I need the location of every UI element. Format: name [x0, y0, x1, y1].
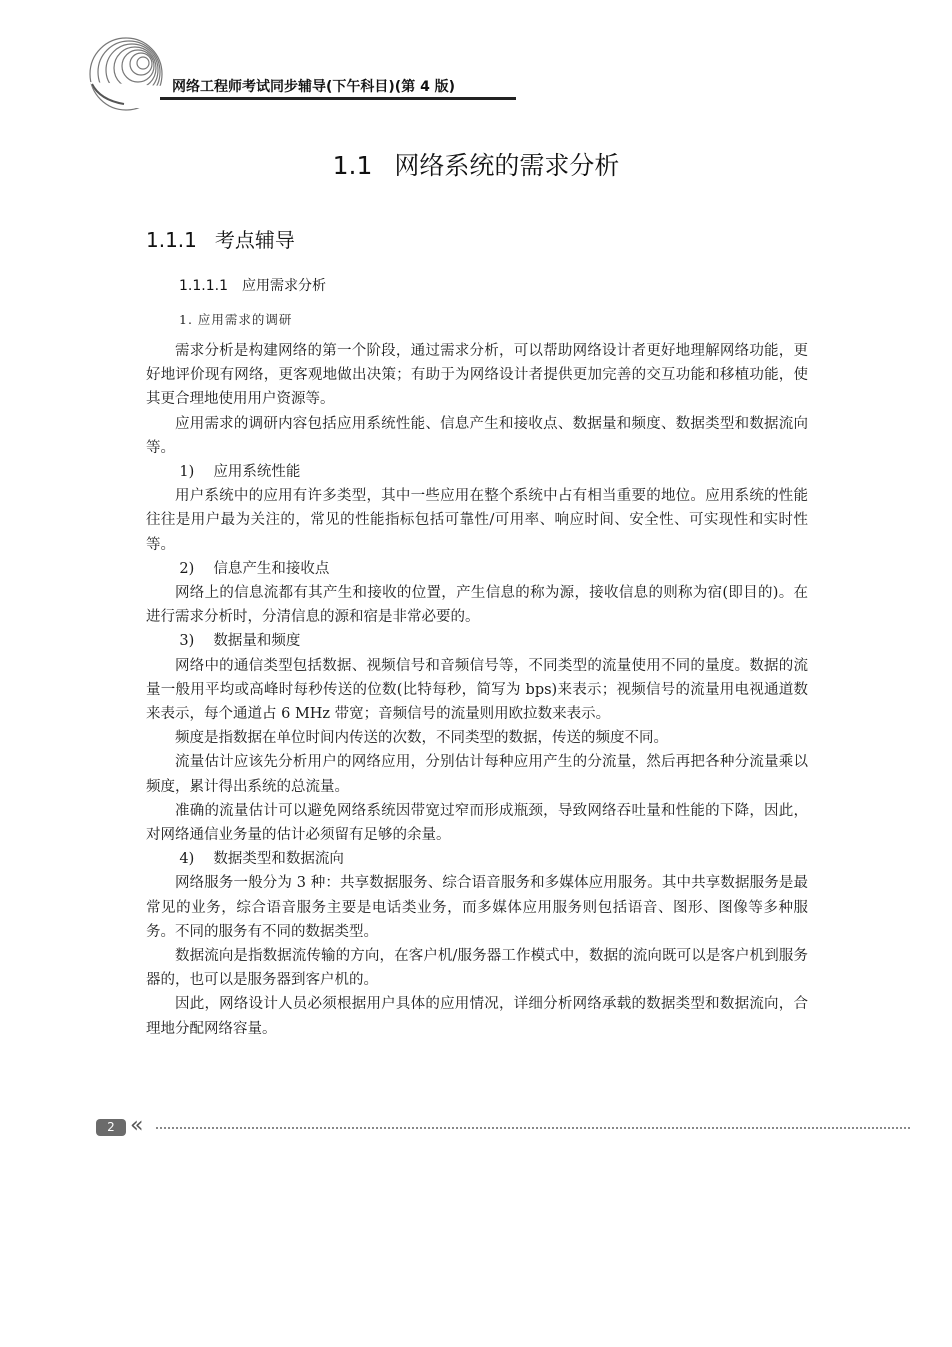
list-item-text: 数据类型和数据流向: [213, 851, 344, 868]
paragraph: 数据流向是指数据流传输的方向，在客户机/服务器工作模式中，数据的流向既可以是客户机到服务器的，也可以是服务器到客户机的。: [146, 948, 808, 989]
list-item-number: 2): [179, 560, 195, 577]
section-number: 1.1: [332, 151, 373, 180]
list-item-text: 信息产生和接收点: [213, 560, 330, 577]
paragraph: 网络中的通信类型包括数据、视频信号和音频信号等，不同类型的流量使用不同的量度。数据的流量一般用平均或高峰时每秒传送的位数(比特每秒，简写为 bps)来表示；视频信号的流量用电视通道数来表示，每个通道占 6 MHz 带宽；音频信号的流量则用欧拉数来表示。: [146, 657, 808, 723]
subsection-heading: [146, 224, 295, 253]
list-item-number: 3): [179, 633, 195, 650]
subsection-title: 考点辅导: [214, 228, 295, 252]
subsubsection-number: 1.1.1.1: [179, 278, 228, 294]
list-item: [146, 629, 808, 653]
paragraph: 频度是指数据在单位时间内传送的次数，不同类型的数据，传送的频度不同。: [175, 730, 668, 747]
subsection-number: 1.1.1: [146, 228, 197, 252]
header-rule: [160, 97, 516, 100]
chevron-left-icon: «: [130, 1113, 144, 1138]
list-item: [146, 460, 808, 484]
body-text: [146, 339, 808, 1041]
list-item: [146, 847, 808, 871]
page-number-badge: 2: [96, 1119, 126, 1136]
subsubsection-title: 应用需求分析: [241, 278, 326, 294]
paragraph: 应用需求的调研内容包括应用系统性能、信息产生和接收点、数据量和频度、数据类型和数据流向等。: [146, 415, 808, 456]
list-item: [146, 557, 808, 581]
paragraph: 流量估计应该先分析用户的网络应用，分别估计每种应用产生的分流量，然后再把各种分流量乘以频度，累计得出系统的总流量。: [146, 754, 808, 795]
paragraph: 网络服务一般分为 3 种：共享数据服务、综合语音服务和多媒体应用服务。其中共享数据服务是最常见的业务，综合语音服务主要是电话类业务，而多媒体应用服务则包括语音、图形、图像等多种服务。不同的服务有不同的数据类型。: [146, 875, 808, 940]
paragraph: 需求分析是构建网络的第一个阶段，通过需求分析，可以帮助网络设计者更好地理解网络功能，更好地评价现有网络，更客观地做出决策；有助于为网络设计者提供更加完善的交互功能和移植功能，使其更合理地使用用户资源等。: [146, 343, 808, 408]
header-title: 网络工程师考试同步辅导(下午科目)(第 4 版): [172, 79, 456, 95]
list-item-text: 数据量和频度: [213, 633, 301, 650]
paragraph: 准确的流量估计可以避免网络系统因带宽过窄而形成瓶颈，导致网络吞吐量和性能的下降，因此，对网络通信业务量的估计必须留有足够的余量。: [146, 802, 808, 844]
header-circles-logo: [86, 34, 176, 114]
section-heading: [0, 146, 952, 182]
heading-level-4: 1. 应用需求的调研: [179, 312, 293, 327]
footer-dotted-rule: [156, 1127, 910, 1129]
list-item-text: 应用系统性能: [213, 464, 301, 481]
list-item-number: 1): [179, 464, 195, 481]
list-item-number: 4): [179, 851, 195, 868]
paragraph: 因此，网络设计人员必须根据用户具体的应用情况，详细分析网络承载的数据类型和数据流向，合理地分配网络容量。: [146, 996, 808, 1037]
paragraph: 用户系统中的应用有许多类型，其中一些应用在整个系统中占有相当重要的地位。应用系统的性能往往是用户最为关注的，常见的性能指标包括可靠性/可用率、响应时间、安全性、可实现性和实时性等。: [146, 488, 808, 553]
subsubsection-heading: [179, 275, 326, 295]
section-title: 网络系统的需求分析: [394, 151, 620, 180]
paragraph: 网络上的信息流都有其产生和接收的位置，产生信息的称为源，接收信息的则称为宿(即目的)。在进行需求分析时，分清信息的源和宿是非常必要的。: [146, 585, 808, 626]
